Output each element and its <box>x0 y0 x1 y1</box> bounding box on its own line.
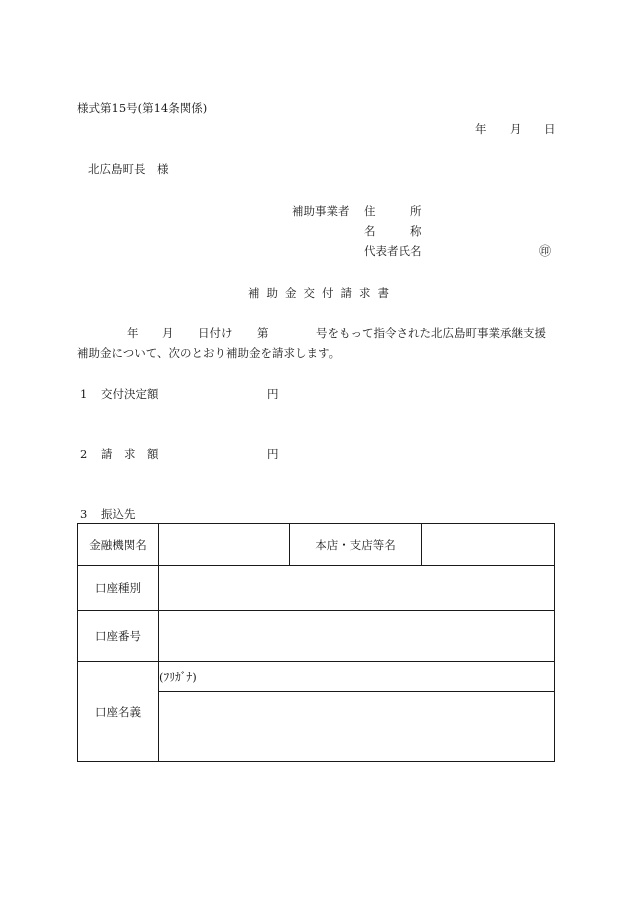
item-3-number: 3 <box>80 507 88 521</box>
representative-label: 代表者氏名 <box>364 244 422 258</box>
account-type-row <box>78 566 555 611</box>
account-number-field[interactable] <box>159 611 555 662</box>
seal-mark: ㊞ <box>539 244 552 258</box>
date-month-label: 月 <box>510 122 522 136</box>
body-year: 年 <box>127 326 139 340</box>
account-type-field[interactable] <box>159 566 555 611</box>
item-1-unit: 円 <box>267 387 279 401</box>
item-1-number: 1 <box>80 387 88 401</box>
date-day-label: 日 <box>544 122 556 136</box>
account-number-row <box>78 611 555 662</box>
body-line1-rest: 号をもって指令された北広島町事業承継支援 <box>316 326 546 340</box>
name-label-part2: 称 <box>410 224 422 238</box>
document-title: 補助金交付請求書 <box>248 286 396 300</box>
item-1-label: 交付決定額 <box>101 387 159 401</box>
item-2-number: 2 <box>80 447 88 461</box>
account-type-label: 口座種別 <box>78 566 159 611</box>
address-label-part1: 住 <box>364 204 376 218</box>
account-number-label: 口座番号 <box>78 611 159 662</box>
bank-name-label: 金融機関名 <box>78 524 159 566</box>
address-label-part2: 所 <box>410 204 422 218</box>
bank-transfer-table <box>77 523 555 762</box>
item-2-unit: 円 <box>267 447 279 461</box>
branch-name-field[interactable] <box>422 524 555 566</box>
applicant-group-label: 補助事業者 <box>292 204 350 218</box>
account-holder-field[interactable] <box>159 692 555 762</box>
item-3-label: 振込先 <box>101 507 136 521</box>
body-month: 月 <box>162 326 174 340</box>
bank-name-field[interactable] <box>159 524 290 566</box>
form-number: 様式第15号(第14条関係) <box>77 101 208 115</box>
body-number-prefix: 第 <box>257 326 269 340</box>
item-2-label: 請 求 額 <box>101 447 159 461</box>
branch-name-label: 本店・支店等名 <box>290 524 422 566</box>
date-year-label: 年 <box>475 122 487 136</box>
body-dated: 日付け <box>198 326 233 340</box>
account-holder-label: 口座名義 <box>78 662 159 762</box>
addressee: 北広島町長 様 <box>88 162 169 176</box>
name-label-part1: 名 <box>364 224 376 238</box>
furigana-row <box>78 662 555 692</box>
body-line2: 補助金について、次のとおり補助金を請求します。 <box>77 346 341 360</box>
bank-row <box>78 524 555 566</box>
furigana-field[interactable]: (ﾌﾘｶﾞﾅ) <box>159 662 555 692</box>
